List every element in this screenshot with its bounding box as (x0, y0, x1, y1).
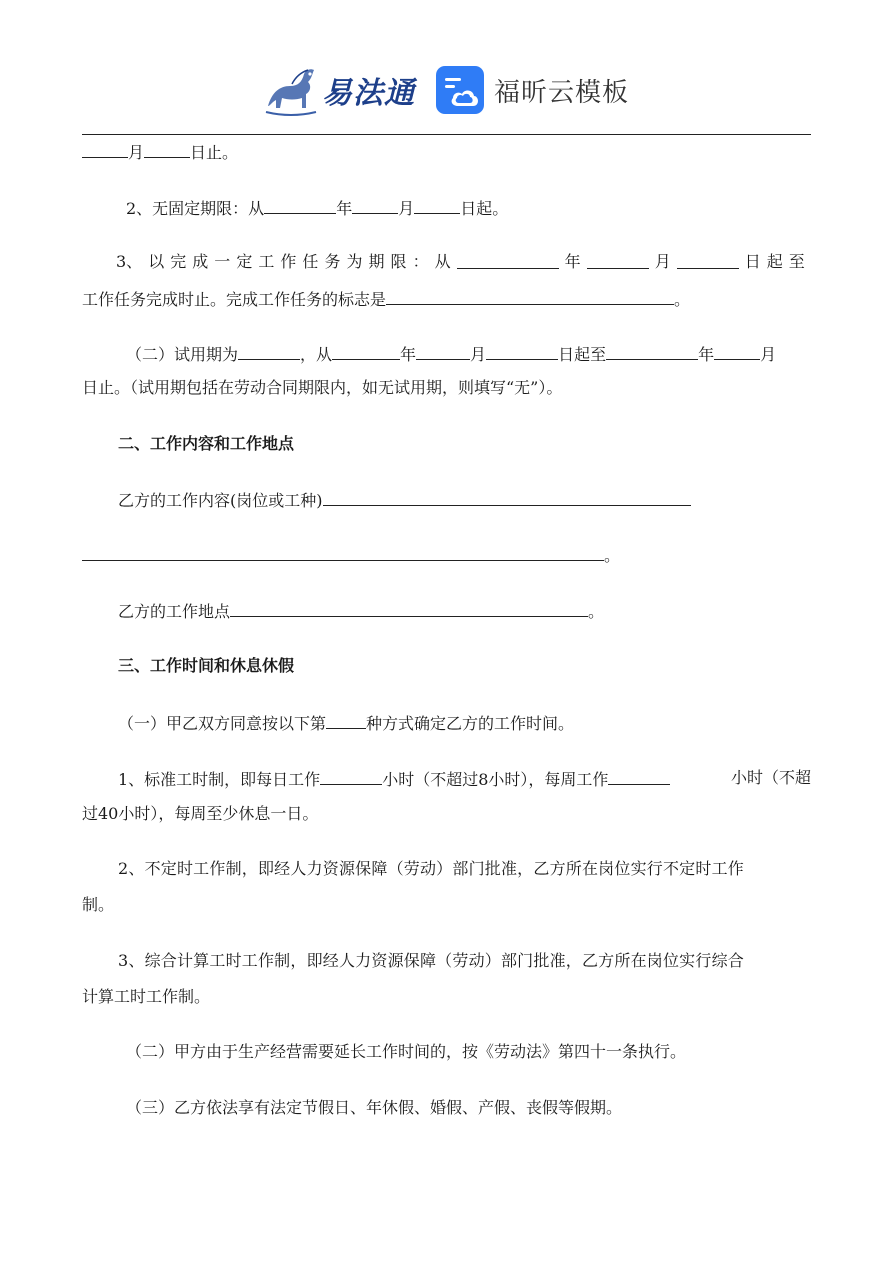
text: 工 (258, 252, 275, 271)
text: 3、综合计算工时工作制，即经人力资源保障（劳动）部门批准，乙方所在岗位实行综合 (118, 951, 744, 970)
text: 1、标准工时制，即每日工作 (118, 770, 321, 789)
yifatong-logo-text: 易法通 (322, 76, 415, 111)
text: 工作任务完成时止。完成工作任务的标志是 (82, 290, 387, 309)
qilin-mascot-icon (262, 62, 320, 118)
blank-probation-period[interactable] (238, 342, 300, 360)
paragraph-overtime (126, 1041, 686, 1063)
paragraph-probation-line1 (126, 342, 776, 366)
text: 作 (280, 252, 297, 271)
text: （二）甲方由于生产经营需要延长工作时间的，按《劳动法》第四十一条执行。 (126, 1042, 687, 1061)
text: 完 (170, 252, 187, 271)
text: 乙方的工作内容(岗位或工种) (118, 491, 323, 510)
blank-day[interactable] (414, 196, 460, 214)
text: 计算工时工作制。 (82, 987, 211, 1006)
blank-day[interactable] (144, 140, 190, 158)
paragraph-no-fixed-term (126, 196, 508, 220)
text: 日止。 (190, 143, 239, 162)
text: ，从 (300, 345, 333, 364)
blank-month-2[interactable] (714, 342, 760, 360)
blank-daily-hours[interactable] (320, 767, 382, 785)
paragraph-work-location (118, 599, 604, 623)
text: ： (412, 252, 429, 271)
text: 月 (760, 345, 777, 364)
blank-work-content[interactable] (323, 488, 691, 506)
yifatong-logo (262, 62, 415, 118)
blank-month[interactable] (587, 251, 649, 269)
paragraph-comprehensive-hours-line1 (118, 950, 744, 972)
blank-year-2[interactable] (606, 342, 698, 360)
text: 小时（不超 (730, 768, 811, 787)
blank-work-location[interactable] (230, 599, 588, 617)
blank-month[interactable] (352, 196, 398, 214)
text: 年 (336, 199, 353, 218)
paragraph-comprehensive-hours-line2 (82, 986, 210, 1008)
text: 月 (128, 143, 145, 162)
blank-year[interactable] (332, 342, 400, 360)
text: 年 (698, 345, 715, 364)
text: 日起至 (558, 345, 607, 364)
text: 种方式确定乙方的工作时间。 (366, 714, 575, 733)
text: 务 (324, 252, 341, 271)
text: 任 (302, 252, 319, 271)
paragraph-work-content (118, 488, 691, 512)
text: 过40小时），每周至少休息一日。 (82, 804, 319, 823)
blank-option-number[interactable] (326, 711, 366, 729)
text: 年 (400, 345, 417, 364)
text: （一）甲乙双方同意按以下第 (118, 714, 327, 733)
text: 月 (654, 252, 671, 271)
paragraph-work-hours-choice (118, 711, 574, 735)
paragraph-standard-hours-line1 (82, 767, 811, 791)
text: 日起。 (460, 199, 509, 218)
blank-task-completion-mark[interactable] (386, 287, 674, 305)
page-header (0, 0, 893, 135)
paragraph-term-end (82, 140, 238, 164)
paragraph-work-content-cont (82, 543, 620, 567)
blank-month[interactable] (416, 342, 470, 360)
text: （三）乙方依法享有法定节假日、年休假、婚假、产假、丧假等假期。 (126, 1098, 623, 1117)
text: 期 (368, 252, 385, 271)
paragraph-probation-line2 (82, 377, 562, 399)
section-heading-work-hours: 三、工作时间和休息休假 (118, 656, 295, 675)
text: 月 (470, 345, 487, 364)
foxit-template-logo (436, 66, 629, 114)
blank-day[interactable] (677, 251, 739, 269)
text: 为 (346, 252, 363, 271)
text: 制。 (82, 895, 115, 914)
text: 以 (148, 252, 165, 271)
blank-day[interactable] (486, 342, 558, 360)
text: 成 (192, 252, 209, 271)
paragraph-standard-hours-line2 (82, 803, 318, 825)
text: 定 (236, 252, 253, 271)
text: 日起至 (744, 252, 811, 271)
blank-year[interactable] (457, 251, 559, 269)
text: 年 (564, 252, 581, 271)
paragraph-flexible-hours-line1 (118, 858, 744, 880)
foxit-cloud-icon (436, 66, 484, 114)
text: 。 (588, 602, 605, 621)
section-heading-work-content: 二、工作内容和工作地点 (118, 434, 295, 453)
blank-year[interactable] (264, 196, 336, 214)
paragraph-flexible-hours-line2 (82, 894, 114, 916)
blank-month[interactable] (82, 140, 128, 158)
text: 2、不定时工作制，即经人力资源保障（劳动）部门批准，乙方所在岗位实行不定时工作 (118, 859, 744, 878)
text: 乙方的工作地点 (118, 602, 231, 621)
paragraph-holidays (126, 1097, 622, 1119)
text: 限 (390, 252, 407, 271)
header-divider (82, 134, 811, 135)
text: （二）试用期为 (126, 345, 239, 364)
blank-weekly-hours[interactable] (608, 767, 670, 785)
text: 。 (604, 546, 621, 565)
text: 2、无固定期限：从 (126, 199, 265, 218)
text: 小时（不超过8小时），每周工作 (382, 770, 609, 789)
text: 日止。（试用期包括在劳动合同期限内，如无试用期，则填写“无”）。 (82, 378, 563, 397)
text: 3、 (116, 252, 143, 271)
paragraph-task-term-line1 (82, 251, 811, 273)
blank-work-content-cont[interactable] (82, 543, 604, 561)
text: 月 (398, 199, 415, 218)
foxit-template-logo-text: 福昕云模板 (494, 77, 630, 108)
text: 从 (434, 252, 451, 271)
text: 一 (214, 252, 231, 271)
text: 。 (674, 290, 691, 309)
paragraph-task-term-line2 (82, 287, 690, 311)
